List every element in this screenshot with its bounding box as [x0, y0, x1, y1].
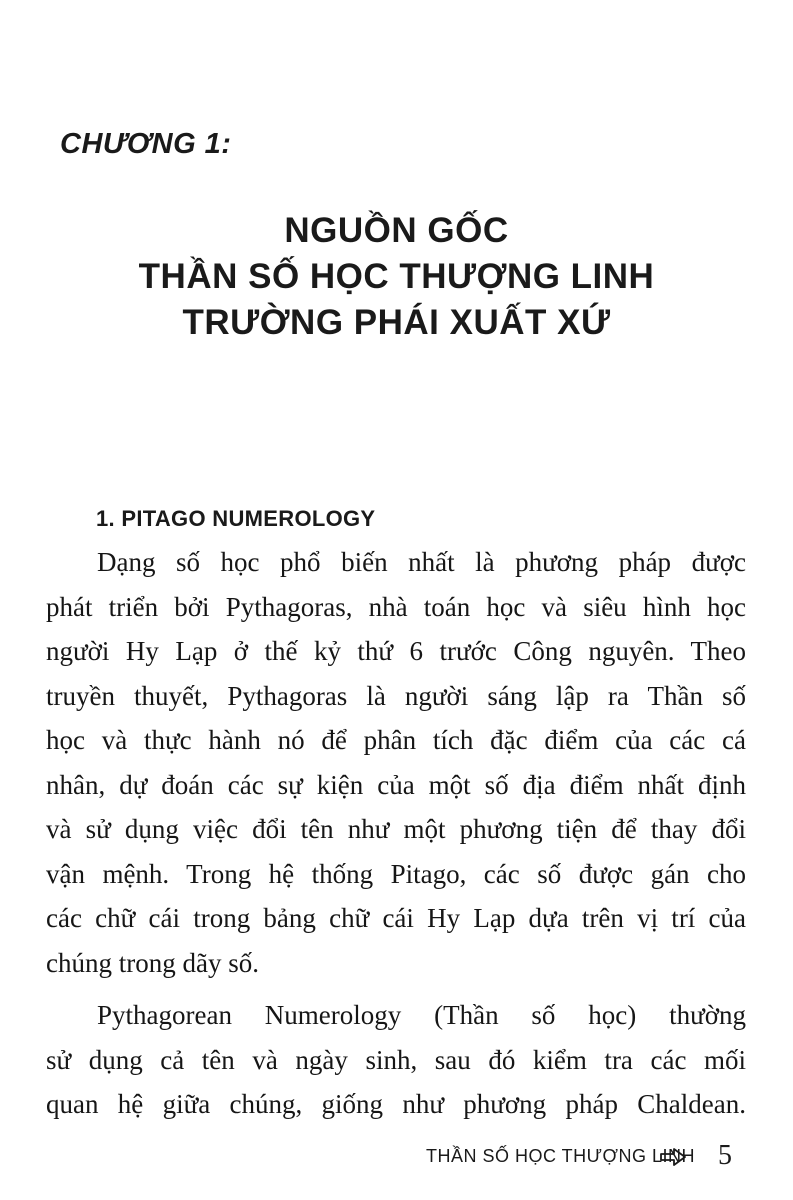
paragraph-line: các chữ cái trong bảng chữ cái Hy Lạp dựa trên vị trí của	[46, 903, 746, 933]
paragraph-line: và sử dụng việc đổi tên như một phương tiện để thay đổi	[46, 814, 746, 844]
chapter-title-line: NGUỒN GỐC	[284, 211, 509, 250]
arrow-right-icon	[660, 1148, 686, 1166]
paragraph-line: người Hy Lạp ở thế kỷ thứ 6 trước Công nguyên. Theo	[46, 636, 746, 666]
section-heading: 1. PITAGO NUMEROLOGY	[96, 506, 376, 531]
paragraph-line: Dạng số học phổ biến nhất là phương pháp được	[97, 547, 746, 577]
paragraph-line: nhân, dự đoán các sự kiện của một số địa điểm nhất định	[46, 769, 746, 800]
paragraph-line: truyền thuyết, Pythagoras là người sáng lập ra Thần số	[46, 680, 746, 711]
paragraph-line: sử dụng cả tên và ngày sinh, sau đó kiểm tra các mối	[46, 1044, 746, 1075]
paragraph-line: phát triển bởi Pythagoras, nhà toán học và siêu hình học	[46, 591, 746, 622]
page-number: 5	[718, 1140, 732, 1171]
paragraph-line: quan hệ giữa chúng, giống như phương pháp Chaldean.	[46, 1089, 746, 1119]
chapter-label: CHƯƠNG 1:	[60, 128, 232, 160]
chapter-title-line: TRƯỜNG PHÁI XUẤT XỨ	[182, 303, 611, 342]
chapter-title-line: THẦN SỐ HỌC THƯỢNG LINH	[138, 257, 655, 296]
paragraph-line: vận mệnh. Trong hệ thống Pitago, các số được gán cho	[46, 858, 746, 889]
paragraph-line: học và thực hành nó để phân tích đặc điểm của các cá	[46, 725, 746, 755]
paragraph-gap	[46, 985, 746, 993]
page-footer	[0, 1138, 793, 1178]
chapter-title	[0, 208, 793, 346]
paragraph-line: chúng trong dãy số.	[46, 947, 259, 978]
body-text	[46, 540, 746, 1127]
running-title: THẦN SỐ HỌC THƯỢNG LINH	[426, 1146, 695, 1166]
paragraph-line: Pythagorean Numerology (Thần số học) thường	[97, 1000, 746, 1030]
